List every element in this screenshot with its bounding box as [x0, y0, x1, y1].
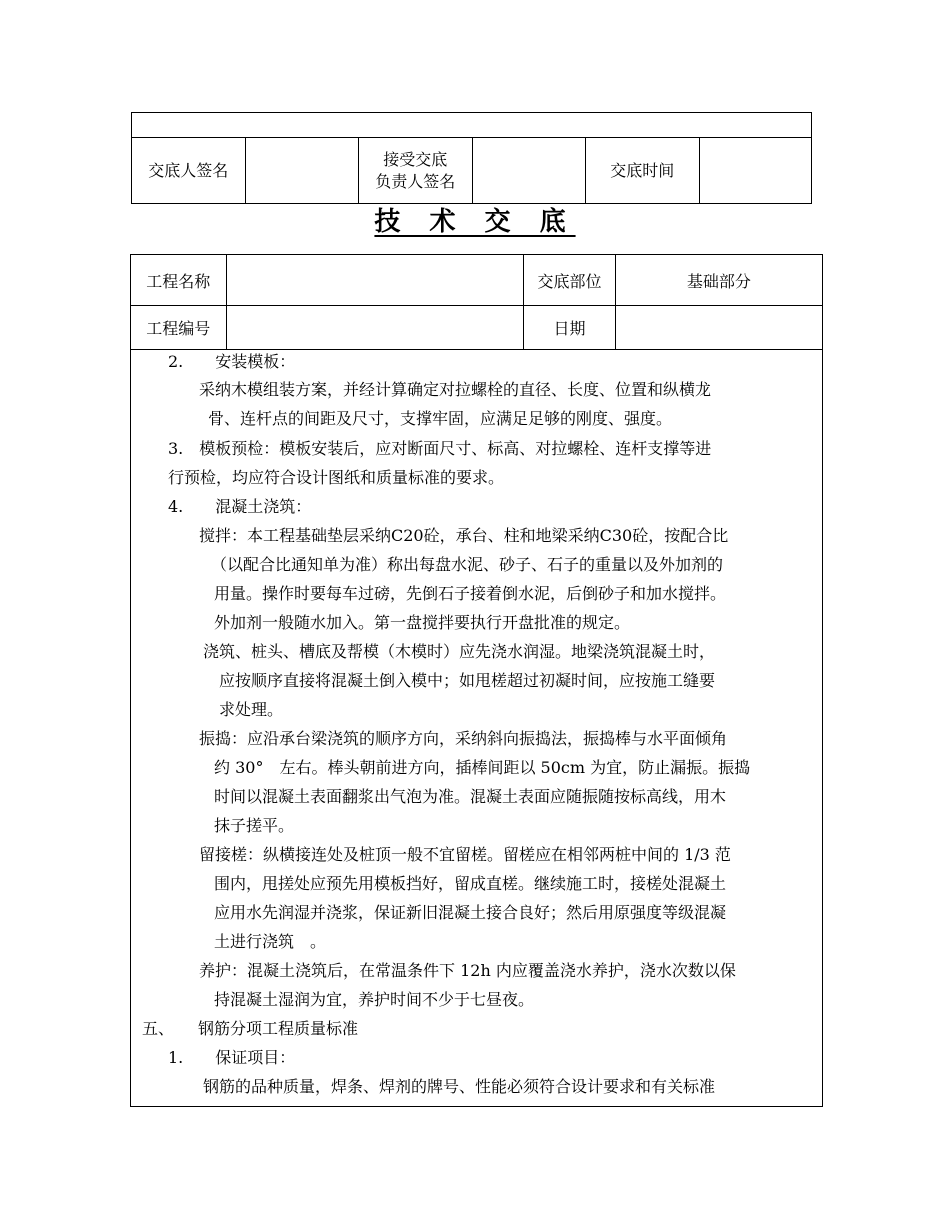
receiver-label-line1: 接受交底 — [383, 149, 448, 169]
content-line: 应按顺序直接将混凝土倒入模中；如甩槎超过初凝时间，应按施工缝要 — [219, 671, 716, 690]
content-box — [130, 349, 823, 1107]
content-line: 搅拌：本工程基础垫层采纳C20砼，承台、柱和地梁采纳C30砼，按配合比 — [199, 526, 729, 545]
document-title — [0, 204, 950, 240]
time-cell[interactable] — [699, 138, 812, 204]
content-line: 留接槎：纵横接连处及桩顶一般不宜留槎。留槎应在相邻两桩中间的 1/3 范 — [199, 845, 731, 864]
part-value[interactable]: 基础部分 — [615, 255, 822, 306]
section-heading: 五、 钢筋分项工程质量标准 — [142, 1019, 359, 1038]
content-line: 3. 模板预检：模板安装后，应对断面尺寸、标高、对拉螺栓、连杆支撑等进 — [168, 439, 712, 458]
receiver-label-line2: 负责人签名 — [375, 171, 456, 191]
signature-table — [131, 112, 812, 204]
content-line: 抹子搓平。 — [214, 816, 295, 835]
content-line: 钢筋的品种质量，焊条、焊剂的牌号、性能必须符合设计要求和有关标准 — [203, 1077, 716, 1096]
content-line: 持混凝土湿润为宜，养护时间不少于七昼夜。 — [214, 990, 535, 1009]
content-line: 外加剂一般随水加入。第一盘搅拌要执行开盘批准的规定。 — [214, 613, 631, 632]
content-line: 4. 混凝土浇筑： — [168, 497, 312, 516]
date-label: 日期 — [524, 306, 616, 350]
content-line: 时间以混凝土表面翻浆出气泡为准。混凝土表面应随振随按标高线，用木 — [214, 787, 727, 806]
project-name-label: 工程名称 — [131, 255, 227, 306]
content-line: 采纳木模组装方案，并经计算确定对拉螺栓的直径、长度、位置和纵横龙 — [199, 380, 712, 399]
date-value[interactable] — [615, 306, 822, 350]
receiver-signature-cell[interactable] — [472, 138, 585, 204]
receiver-label — [358, 138, 472, 204]
time-label: 交底时间 — [585, 138, 699, 204]
content-line: 应用水先润湿并浇浆，保证新旧混凝土接合良好；然后用原强度等级混凝 — [214, 903, 727, 922]
signature-table-header-row — [132, 113, 812, 138]
content-line: 约 30° 左右。棒头朝前进方向，插棒间距以 50cm 为宜，防止漏振。振捣 — [214, 758, 751, 777]
content-line: 求处理。 — [219, 700, 284, 719]
discloser-signature-cell[interactable] — [245, 138, 358, 204]
discloser-label: 交底人签名 — [132, 138, 246, 204]
content-line: 浇筑、桩头、槽底及帮模（木模时）应先浇水润湿。地梁浇筑混凝土时， — [203, 642, 716, 661]
project-name-value[interactable] — [226, 255, 524, 306]
part-label: 交底部位 — [524, 255, 616, 306]
content-line: 土进行浇筑 。 — [214, 932, 327, 951]
project-no-value[interactable] — [226, 306, 524, 350]
content-line: （以配合比通知单为准）称出每盘水泥、砂子、石子的重量以及外加剂的 — [211, 555, 724, 574]
content-line: 围内，甩搓处应预先用模板挡好，留成直槎。继续施工时，接槎处混凝土 — [214, 874, 727, 893]
content-line: 1. 保证项目： — [168, 1048, 296, 1067]
content-line: 行预检，均应符合设计图纸和质量标准的要求。 — [168, 468, 505, 487]
info-table — [130, 254, 823, 350]
content-line: 振捣：应沿承台梁浇筑的顺序方向，采纳斜向振捣法，振捣棒与水平面倾角 — [199, 729, 728, 748]
project-no-label: 工程编号 — [131, 306, 227, 350]
content-line: 用量。操作时要每车过磅，先倒石子接着倒水泥，后倒砂子和加水搅拌。 — [214, 584, 727, 603]
content-line: 养护：混凝土浇筑后，在常温条件下 12h 内应覆盖浇水养护，浇水次数以保 — [199, 961, 736, 980]
document-title-text: 技 术 交 底 — [374, 207, 576, 237]
content-line: 2. 安装模板： — [168, 352, 296, 371]
content-line: 骨、连杆点的间距及尺寸，支撑牢固，应满足足够的刚度、强度。 — [208, 409, 673, 428]
